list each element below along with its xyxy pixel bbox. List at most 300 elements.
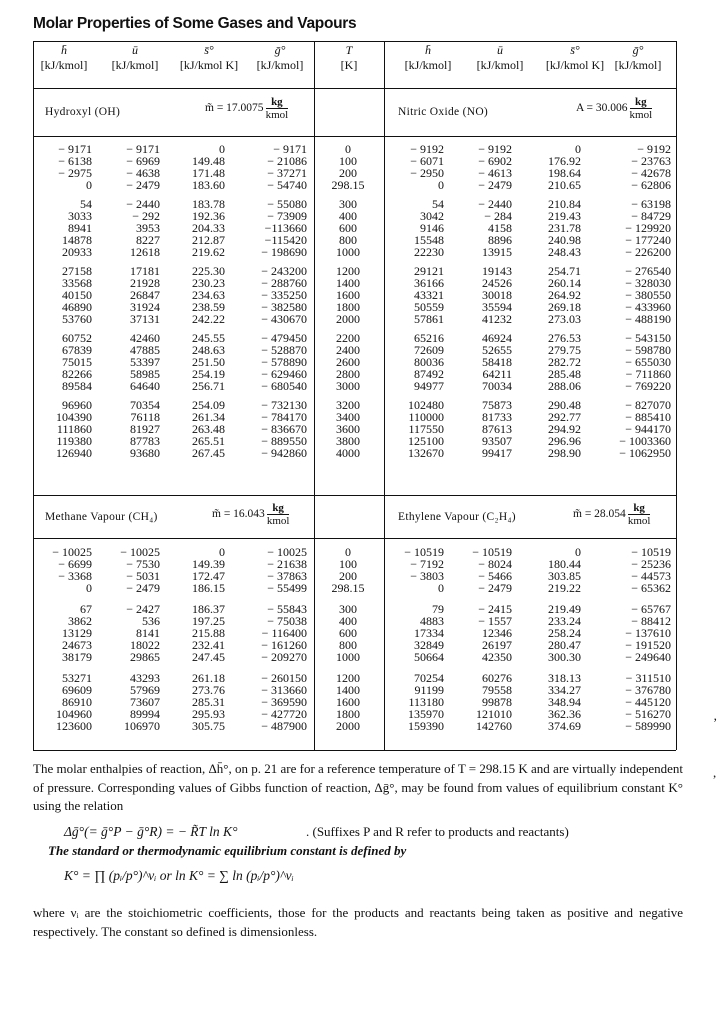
table-cell: 248.63 [192,343,225,357]
table-cell: 0 [438,178,444,192]
table-cell: − 487900 [261,719,307,733]
table-cell: 186.37 [192,602,225,616]
table-cell: 54 [80,197,92,211]
table-cell: − 433960 [625,300,671,314]
table-cell: 600 [339,626,357,640]
table-cell: 87783 [130,434,160,448]
table-cell: 232.41 [192,638,225,652]
table-cell: 219.22 [548,581,581,595]
column-h2 [374,143,444,459]
column-g2 [601,143,671,459]
table-cell: − 9171 [126,142,160,156]
table-cell: 22230 [414,245,444,259]
molar-mass-value: A = 30.006 [576,102,628,115]
table-cell: − 284 [484,209,512,223]
table-cell: − 6969 [126,154,160,168]
unit-den: kmol [265,109,289,121]
table-cell: 60752 [62,331,92,345]
table-cell: − 21638 [267,557,307,571]
gas-label-methane: Methane Vapour (CH₄) [45,511,158,523]
table-cell: 69609 [62,683,92,697]
table-cell: 215.88 [192,626,225,640]
table-cell: 300.30 [548,650,581,664]
header-unit: [kJ/kmol] [111,58,159,72]
header-right-col-0 [388,44,468,72]
table-cell: 86910 [62,695,92,709]
header-symbol: ḡ° [274,43,286,57]
table-cell: − 445120 [625,695,671,709]
table-cell: − 629460 [261,367,307,381]
rule-section2-top [33,495,676,496]
table-cell: 126940 [56,446,92,460]
table-cell: − 10025 [267,545,307,559]
table-cell: − 243200 [261,264,307,278]
table-cell: 53760 [62,312,92,326]
table-cell: − 276540 [625,264,671,278]
header-symbol: ū [497,43,503,57]
table-cell: − 369590 [261,695,307,709]
margin-mark: ʼ [713,715,718,730]
table-cell: 30018 [482,288,512,302]
table-cell: 72609 [414,343,444,357]
unit-num: kg [267,502,290,515]
table-cell: − 288760 [261,276,307,290]
unit-num: kg [266,96,289,109]
table-cell: 87613 [482,422,512,436]
table-cell: 2000 [336,312,360,326]
table-cell: 31924 [130,300,160,314]
table-cell: 172.47 [192,569,225,583]
table-cell: 1600 [336,695,360,709]
table-cell: 280.47 [548,638,581,652]
table-cell: 58985 [130,367,160,381]
table-cell: − 944170 [625,422,671,436]
table-cell: 67 [80,602,92,616]
molar-mass-ethylene [573,502,650,527]
table-cell: 57969 [130,683,160,697]
column-u [90,143,160,459]
table-cell: 3400 [336,410,360,424]
header-unit: [kJ/kmol] [404,58,452,72]
column-T [317,143,379,459]
table-cell: − 328030 [625,276,671,290]
header-left-col-0 [24,44,104,72]
table-cell: − 4638 [126,166,160,180]
table-cell: 400 [339,614,357,628]
table-cell: − 62806 [631,178,671,192]
table-cell: − 6071 [410,154,444,168]
table-cell: 254.09 [192,398,225,412]
table-cell: 296.96 [548,434,581,448]
table-cell: 256.71 [192,379,225,393]
table-cell: − 885410 [625,410,671,424]
table-cell: − 55499 [267,581,307,595]
table-cell: 54 [432,197,444,211]
table-cell: 27158 [62,264,92,278]
table-cell: − 9192 [478,142,512,156]
table-cell: 362.36 [548,707,581,721]
table-cell: − 2479 [478,581,512,595]
table-cell: − 430670 [261,312,307,326]
table-cell: − 10519 [631,545,671,559]
table-cell: 171.48 [192,166,225,180]
table-cell: − 7530 [126,557,160,571]
table-cell: 269.18 [548,300,581,314]
table-cell: 42460 [130,331,160,345]
table-cell: 57861 [414,312,444,326]
header-right-col-3 [598,44,678,72]
paragraph-standard-constant: The standard or thermodynamic equilibrium constant is defined by [48,843,407,858]
table-cell: 4000 [336,446,360,460]
table-cell: 89584 [62,379,92,393]
table-cell: 200 [339,569,357,583]
table-cell: − 292 [132,209,160,223]
molar-mass-unit [628,502,651,527]
table-cell: 35594 [482,300,512,314]
table-cell: 2000 [336,719,360,733]
table-cell: − 1557 [478,614,512,628]
table-cell: 149.39 [192,557,225,571]
table-cell: 245.55 [192,331,225,345]
table-cell: − 889550 [261,434,307,448]
table-cell: 99878 [482,695,512,709]
table-cell: 67839 [62,343,92,357]
table-cell: − 6138 [58,154,92,168]
table-cell: 50559 [414,300,444,314]
table-cell: − 2479 [126,581,160,595]
table-cell: − 784170 [261,410,307,424]
table-cell: − 5466 [478,569,512,583]
table-cell: 106970 [124,719,160,733]
table-cell: 264.92 [548,288,581,302]
table-cell: 180.44 [548,557,581,571]
table-cell: 231.78 [548,221,581,235]
column-u [90,546,160,732]
table-cell: 13129 [62,626,92,640]
table-cell: − 54740 [267,178,307,192]
table-cell: 104960 [56,707,92,721]
table-cell: − 5031 [126,569,160,583]
table-cell: 79 [432,602,444,616]
table-cell: 294.92 [548,422,581,436]
table-cell: 288.06 [548,379,581,393]
table-cell: 87492 [414,367,444,381]
header-unit: [kJ/kmol] [476,58,524,72]
table-cell: − 2950 [410,166,444,180]
table-cell: − 23763 [631,154,671,168]
table-cell: − 3368 [58,569,92,583]
table-cell: 13915 [482,245,512,259]
unit-den: kmol [266,515,290,527]
table-cell: 113180 [408,695,444,709]
header-unit: [kJ/kmol] [256,58,304,72]
table-cell: 52655 [482,343,512,357]
table-cell: 8941 [68,221,92,235]
column-u2 [442,546,512,732]
table-cell: 75015 [62,355,92,369]
table-cell: 251.50 [192,355,225,369]
table-cell: − 3803 [410,569,444,583]
table-cell: 2200 [336,331,360,345]
table-cell: 58418 [482,355,512,369]
table-cell: 279.75 [548,343,581,357]
header-unit: [kJ/kmol K] [179,58,239,72]
table-cell: − 382580 [261,300,307,314]
table-cell: 100 [339,154,357,168]
table-cell: − 10025 [52,545,92,559]
table-cell: 273.76 [192,683,225,697]
table-cell: 8896 [488,233,512,247]
table-cell: 176.92 [548,154,581,168]
header-left-col-2 [169,44,249,72]
table-cell: 334.27 [548,683,581,697]
table-cell: − 528870 [261,343,307,357]
table-cell: − 2975 [58,166,92,180]
paragraph-enthalpies: The molar enthalpies of reaction, Δh̄°, on p. 21 are for a reference temperature of T = 298.15 K and are virtually independent of pressure. Corresponding values of Gibbs function of reaction, Δḡ°, may be found from values of equilibrium constant K° using the relation [33,761,683,813]
table-cell: 46924 [482,331,512,345]
column-u2 [442,143,512,459]
table-cell: 197.25 [192,614,225,628]
table-cell: 258.24 [548,626,581,640]
header-right-col-1 [460,44,540,72]
table-cell: 3800 [336,434,360,448]
table-cell: − 9171 [273,142,307,156]
table-cell: − 655030 [625,355,671,369]
table-cell: 0 [219,545,225,559]
table-cell: − 209270 [261,650,307,664]
table-cell: 117550 [408,422,444,436]
table-cell: 38179 [62,650,92,664]
table-cell: − 191520 [625,638,671,652]
column-g [237,143,307,459]
table-cell: 33568 [62,276,92,290]
table-cell: 210.84 [548,197,581,211]
table-cell: 15548 [414,233,444,247]
table-cell: 225.30 [192,264,225,278]
molar-mass-value: m̃ = 16.043 [212,508,265,521]
table-cell: 219.62 [192,245,225,259]
table-cell: − 827070 [625,398,671,412]
column-s2 [511,546,581,732]
table-cell: 8227 [136,233,160,247]
table-cell: − 65362 [631,581,671,595]
table-cell: 70034 [482,379,512,393]
table-cell: 219.49 [548,602,581,616]
table-cell: − 836670 [261,422,307,436]
table-cell: 20933 [62,245,92,259]
header-symbol: ḡ° [632,43,644,57]
table-cell: 18022 [130,638,160,652]
vline-temp-left [314,41,315,750]
table-cell: 0 [219,142,225,156]
table-cell: 81927 [130,422,160,436]
table-cell: 800 [339,638,357,652]
table-cell: − 177240 [625,233,671,247]
table-cell: 318.13 [548,671,581,685]
table-cell: − 427720 [261,707,307,721]
molar-mass-value: m̃ = 28.054 [573,508,626,521]
table-cell: − 488190 [625,312,671,326]
table-cell: 3033 [68,209,92,223]
unit-den: kmol [629,109,653,121]
table-cell: 234.63 [192,288,225,302]
table-cell: 183.78 [192,197,225,211]
table-cell: 8141 [136,626,160,640]
table-cell: 1800 [336,300,360,314]
table-cell: − 260150 [261,671,307,685]
table-cell: 99417 [482,446,512,460]
table-cell: 70354 [130,398,160,412]
unit-num: kg [630,96,653,109]
table-cell: 1000 [336,245,360,259]
table-cell: − 88412 [631,614,671,628]
table-cell: 298.15 [331,178,365,192]
table-cell: − 9192 [410,142,444,156]
table-cell: 70254 [414,671,444,685]
table-cell: 24526 [482,276,512,290]
table-cell: 46890 [62,300,92,314]
table-cell: 263.48 [192,422,225,436]
table-cell: 192.36 [192,209,225,223]
table-cell: 42350 [482,650,512,664]
table-cell: 183.60 [192,178,225,192]
table-cell: 19143 [482,264,512,278]
rule-bottom [33,750,676,751]
table-cell: − 589990 [625,719,671,733]
table-cell: 2800 [336,367,360,381]
table-cell: 91199 [414,683,444,697]
table-cell: − 2415 [478,602,512,616]
table-cell: 285.48 [548,367,581,381]
table-cell: 240.98 [548,233,581,247]
table-cell: − 2427 [126,602,160,616]
rule-section2 [33,538,676,539]
table-cell: 123600 [56,719,92,733]
table-cell: 800 [339,233,357,247]
table-cell: 43293 [130,671,160,685]
table-cell: − 10519 [404,545,444,559]
table-cell: 290.48 [548,398,581,412]
molar-mass-methane [212,502,289,527]
table-cell: −113660 [264,221,307,235]
unit-den: kmol [627,515,651,527]
table-cell: 261.18 [192,671,225,685]
column-h [22,546,92,732]
header-symbol: s̄° [570,43,580,57]
table-cell: 248.43 [548,245,581,259]
table-cell: 119380 [56,434,92,448]
table-cell: 400 [339,209,357,223]
rule-section1 [33,136,676,137]
rule-header-bottom [33,88,676,89]
table-cell: 348.94 [548,695,581,709]
table-cell: 79558 [482,683,512,697]
column-g [237,546,307,732]
table-cell: − 42678 [631,166,671,180]
column-s [155,546,225,732]
equation-gibbs-text: Δḡ°(= ḡ°P − ḡ°R) = − R̃T ln K° [64,824,238,839]
table-cell: 93507 [482,434,512,448]
table-cell: − 161260 [261,638,307,652]
table-cell: 374.69 [548,719,581,733]
table-cell: 1600 [336,288,360,302]
table-cell: − 769220 [625,379,671,393]
table-cell: 233.24 [548,614,581,628]
table-cell: 26197 [482,638,512,652]
table-cell: − 63198 [631,197,671,211]
table-cell: 12618 [130,245,160,259]
table-cell: − 7192 [410,557,444,571]
table-cell: 600 [339,221,357,235]
table-cell: 96960 [62,398,92,412]
table-cell: 21928 [130,276,160,290]
table-cell: 64640 [130,379,160,393]
table-cell: − 6699 [58,557,92,571]
table-cell: − 25236 [631,557,671,571]
table-cell: 285.31 [192,695,225,709]
table-cell: 9146 [420,221,444,235]
table-cell: 41232 [482,312,512,326]
equation-equilibrium-constant: K° = ∏ (pᵢ/p°)^νᵢ or ln K° = ∑ ln (pᵢ/p°)^νᵢ [64,868,294,883]
table-cell: 111860 [56,422,92,436]
table-cell: 303.85 [548,569,581,583]
vline-right [676,41,677,750]
table-cell: 254.71 [548,264,581,278]
molar-mass-unit [267,502,290,527]
table-cell: − 226200 [625,245,671,259]
table-cell: 142760 [476,719,512,733]
gas-label-hydroxyl: Hydroxyl (OH) [45,106,121,118]
table-cell: 300 [339,602,357,616]
table-cell: 60276 [482,671,512,685]
header-unit: [kJ/kmol] [40,58,88,72]
table-cell: 1200 [336,671,360,685]
table-cell: 292.77 [548,410,581,424]
table-cell: − 37863 [267,569,307,583]
table-cell: 82266 [62,367,92,381]
header-symbol: h̄ [425,43,431,57]
table-cell: − 598780 [625,343,671,357]
table-cell: 300 [339,197,357,211]
table-cell: − 479450 [261,331,307,345]
header-left-col-1 [95,44,175,72]
header-unit: [K] [340,58,358,72]
table-cell: 32849 [414,638,444,652]
table-cell: 260.14 [548,276,581,290]
table-cell: 53397 [130,355,160,369]
header-left-col-3 [240,44,320,72]
table-cell: − 543150 [625,331,671,345]
equation-note: . (Suffixes P and R refer to products and reactants) [306,824,569,839]
table-cell: 149.48 [192,154,225,168]
table-cell: 94977 [414,379,444,393]
table-cell: 47885 [130,343,160,357]
table-cell: − 10025 [120,545,160,559]
column-g2 [601,546,671,732]
table-cell: 1200 [336,264,360,278]
table-cell: − 55080 [267,197,307,211]
table-cell: 24673 [62,638,92,652]
table-cell: 298.90 [548,446,581,460]
table-cell: 242.22 [192,312,225,326]
table-cell: 0 [575,545,581,559]
table-cell: − 516270 [625,707,671,721]
header-temperature [309,44,389,72]
table-cell: − 1003360 [619,434,671,448]
table-cell: 80036 [414,355,444,369]
table-cell: 65216 [414,331,444,345]
table-cell: 254.19 [192,367,225,381]
